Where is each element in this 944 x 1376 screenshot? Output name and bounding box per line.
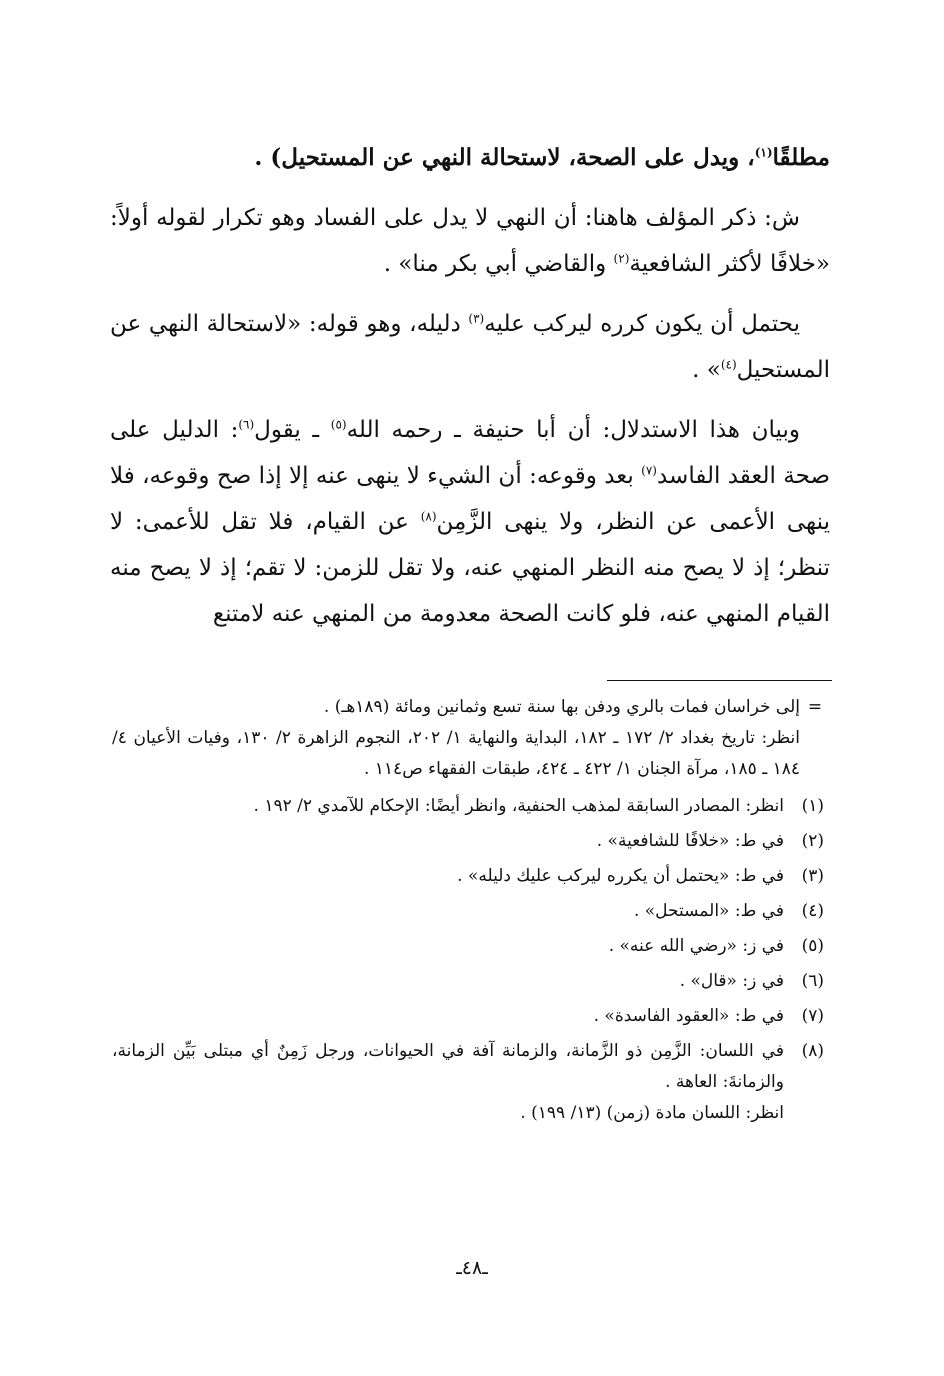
footnote-ref: (١) [754,145,773,160]
footnote-number: (٣) [801,866,824,886]
text-run: » . [692,357,721,383]
footnote-ref: (٧) [641,463,657,478]
text-run: والقاضي أبي بكر منا» . [383,251,614,277]
footnote-ref: (٣) [468,311,485,326]
footnote-ref: (٦) [238,417,255,432]
text-run: يحتمل أن يكون كرره ليركب عليه [484,311,800,337]
footnote-number: (٢) [801,831,824,851]
footnote-ref: (٨) [420,509,437,524]
footnote-text: في ط: «المستحل» . [633,901,784,921]
footnote-5 [112,931,830,962]
continuation-text [112,692,800,785]
main-text [110,135,830,651]
footnote-number: (٨) [801,1041,824,1061]
footnote-2 [112,826,830,857]
footnote-1 [112,791,830,822]
text-run: ، ويدل على الصحة، لاستحالة النهي عن المستحيل) . [254,144,755,171]
text-run: : الدليل على صحة العقد الفاسد [110,417,830,489]
footnote-6 [112,966,830,997]
footnote-number: (١) [801,796,824,816]
page-number: ـ٤٨ـ [456,1257,488,1279]
footnote-text: انظر: المصادر السابقة لمذهب الحنفية، وانظر أيضًا: الإحكام للآمدي ٢/ ١٩٢ . [253,796,784,816]
footnote-number: (٧) [801,1006,824,1026]
footnote-line: في اللسان: الزَّمِن ذو الزَّمانة، والزمانة آفة في الحيوانات، ورجل زَمِنٌ أي مبتلى بَيِّن الزمانة، والزمانةَ: العاهة . [112,1041,784,1092]
paragraph-2 [110,195,830,287]
text-run: دليله، وهو قوله: «لاستحالة النهي عن المستحيل [110,311,830,383]
paragraph-3 [110,301,830,393]
footnote-ref: (٥) [330,417,347,432]
continuation-line: إلى خراسان فمات بالري ودفن بها سنة تسع وثمانين ومائة (١٨٩هـ) . [323,697,800,717]
continuation-mark: = [807,697,823,717]
footnote-text: في ز: «رضي الله عنه» . [608,936,784,956]
text-run: ـ يقول [254,417,331,443]
text-run: ش: ذكر المؤلف هاهنا: أن النهي لا يدل على الفساد وهو تكرار لقوله أولاً: «خلافًا لأكثر الشافعية [110,205,830,277]
footnote-7 [112,1001,830,1032]
footnote-8 [112,1036,830,1129]
text-run: بعد وقوعه: أن الشيء لا ينهى عنه إلا إذا صح وقوعه، فلا ينهى الأعمى عن النظر، ولا ينهى الزَّمِن [110,463,830,535]
text-run: عن القيام، فلا تقل للأعمى: لا تنظر؛ إذ لا يصح منه النظر المنهي عنه، ولا تقل للزمن: لا تقم؛ إذ لا يصح منه القيام المنهي عنه، فلو كانت الصحة معدومة من المنهي عنه لامتنع [110,509,830,627]
footnote-3 [112,861,830,892]
continuation-line: انظر: تاريخ بغداد ٢/ ١٧٢ ـ ١٨٢، البداية والنهاية ١/ ٢٠٢، النجوم الزاهرة ٢/ ١٣٠، وفيات الأعيان ٤/ ١٨٤ ـ ١٨٥، مرآة الجنان ١/ ٤٢٢ ـ ٤٢٤، طبقات الفقهاء ص١١٤ . [112,728,800,779]
footnote-4 [112,896,830,927]
footnote-text: في ز: «قال» . [679,971,784,991]
footnote-ref: (٤) [720,357,737,372]
footnote-number: (٥) [801,936,824,956]
footnote-text: في ط: «العقود الفاسدة» . [593,1006,784,1026]
footnote-separator [607,680,832,681]
footnote-line: انظر: اللسان مادة (زمن) (١٣/ ١٩٩) . [520,1103,784,1123]
footnote-number: (٦) [801,971,824,991]
footnote-text: في ط: «خلافًا للشافعية» . [596,831,784,851]
footnotes [112,692,830,1133]
text-run: وبيان هذا الاستدلال: أن أبا حنيفة ـ رحمه الله [346,417,800,443]
paragraph-1 [110,135,830,181]
footnote-number: (٤) [801,901,824,921]
paragraph-4 [110,407,830,637]
text-run: مطلقًا [772,144,830,171]
footnote-ref: (٢) [613,251,630,266]
footnote-text [112,1036,784,1129]
footnote-text: في ط: «يحتمل أن يكرره ليركب عليك دليله» . [457,866,784,886]
footnote-continuation [112,692,830,785]
